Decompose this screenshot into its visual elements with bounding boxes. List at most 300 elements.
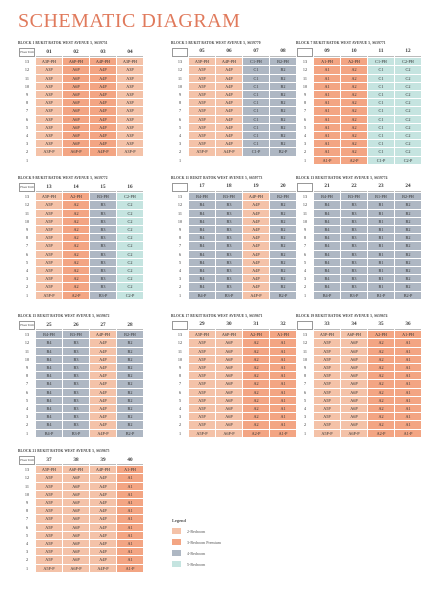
floor-row [297,283,421,290]
floor-row [297,234,421,241]
unit-cell: A2 [63,218,89,225]
unit-cell: A1 [395,356,421,363]
floor-row [297,292,421,299]
unit-cell: A2-P [243,430,269,437]
unit-cell: B2 [270,140,296,147]
unit-cell: B3 [63,380,89,387]
unit-cell [90,157,116,164]
floor-row [297,413,421,420]
legend [172,518,221,572]
unit-cell: A2 [368,356,394,363]
unit-cell: B4 [189,251,215,258]
unit-cell: B1 [368,251,394,258]
floor-row [297,251,421,258]
unit-cell: A4P [90,356,116,363]
unit-cell: B4 [36,372,62,379]
unit-number: 06 [216,48,242,57]
floor-row [19,132,143,139]
floor-row [172,91,296,98]
floor-number: 9 [19,499,35,506]
unit-cell: B2 [270,210,296,217]
floor-row [19,148,143,155]
unit-cell: A1 [395,405,421,412]
unit-cell: B2 [270,275,296,282]
unit-cell: B3 [341,201,367,208]
unit-table [296,320,422,438]
unit-cell: A5P-P [36,565,62,572]
unit-cell: A1-PH [395,331,421,338]
unit-cell: B3 [341,242,367,249]
unit-cell: B2-PH [270,58,296,65]
unit-cell: A1 [270,339,296,346]
legend-item [172,528,221,534]
unit-cell: B3 [90,259,116,266]
unit-cell: A2 [341,107,367,114]
block-5 [171,41,297,165]
unit-cell: A1 [395,413,421,420]
unit-number: 07 [243,48,269,57]
unit-table [171,320,297,438]
legend-item [172,539,221,545]
unit-cell: B2 [270,234,296,241]
unit-cell: C1 [243,140,269,147]
unit-cell: A3P-PH [117,58,143,65]
floor-row [172,157,296,164]
floor-number: 6 [19,116,35,123]
unit-cell: B3 [341,226,367,233]
unit-cell: A3P [117,75,143,82]
unit-cell: A5P [314,348,340,355]
unit-cell: A5P [36,483,62,490]
unit-cell: B3-PH [90,193,116,200]
unit-cell: A6P [63,474,89,481]
legend-swatch [172,528,181,534]
unit-cell: B2 [117,339,143,346]
unit-cell: B1 [368,218,394,225]
floor-unit-header [297,48,313,57]
floor-number: 9 [172,364,188,371]
unit-header-row [297,321,421,330]
unit-cell: A4P [216,91,242,98]
unit-cell: B3 [341,218,367,225]
unit-cell: B3 [341,259,367,266]
floor-number: 11 [172,348,188,355]
unit-cell: A4P [90,491,116,498]
floor-number: 6 [172,251,188,258]
block-title: BLOCK 21 BUKIT BATOK WEST AVENUE 5, S659675 [18,449,110,453]
unit-cell: A5P [189,356,215,363]
unit-cell: A4P [216,107,242,114]
unit-cell: A1 [314,124,340,131]
unit-cell [243,157,269,164]
floor-number: 7 [297,380,313,387]
unit-cell: B4 [314,210,340,217]
unit-cell: A3P [36,140,62,147]
unit-cell: B3 [90,234,116,241]
floor-number: 11 [19,75,35,82]
unit-cell: A3P [36,107,62,114]
unit-cell: A3P [36,116,62,123]
unit-cell: B2 [270,226,296,233]
unit-cell: A6P-P [63,565,89,572]
unit-cell: A5P [189,421,215,428]
unit-cell: B2 [117,380,143,387]
floor-row [19,157,143,164]
unit-cell: B4-P [314,292,340,299]
floor-row [19,421,143,428]
unit-cell: A2 [341,83,367,90]
unit-table [171,47,297,165]
unit-cell: A5P [314,372,340,379]
floor-number: 10 [172,83,188,90]
unit-cell: A4P [90,372,116,379]
unit-cell: A5P [314,380,340,387]
unit-cell: A1 [395,339,421,346]
unit-cell: A4P [90,524,116,531]
block-title: BLOCK 13 BUKIT BATOK WEST AVENUE 5, S659774 [296,176,388,180]
unit-cell: A2 [368,380,394,387]
unit-cell: A6P-P [63,148,89,155]
unit-cell [117,157,143,164]
unit-cell: A1 [270,421,296,428]
floor-number: 1 [297,292,313,299]
unit-cell: B2 [270,116,296,123]
floor-unit-header [172,183,188,192]
floor-unit-header: Floor Unit [19,321,35,330]
unit-cell: C1 [368,124,394,131]
floor-row [19,218,143,225]
unit-cell: A4P [90,99,116,106]
unit-cell: B2 [270,124,296,131]
unit-cell: A1 [270,405,296,412]
unit-cell: A2 [341,140,367,147]
unit-cell: A1 [117,548,143,555]
unit-cell: A2-PH [63,193,89,200]
floor-row [19,430,143,437]
floor-row [19,397,143,404]
unit-cell: A1 [270,348,296,355]
floor-number: 10 [297,83,313,90]
unit-cell: A4P-P [216,148,242,155]
unit-cell: A5P [189,83,215,90]
unit-cell: B2-P [395,292,421,299]
floor-number: 10 [172,356,188,363]
unit-cell [36,157,62,164]
unit-cell: C1-P [243,148,269,155]
unit-cell: A6P [63,540,89,547]
unit-cell: A4P [243,283,269,290]
unit-cell: A2 [63,234,89,241]
floor-row [19,491,143,498]
unit-cell: A5P [314,389,340,396]
unit-cell: B4 [189,283,215,290]
floor-number: 9 [19,364,35,371]
unit-cell: A1-PH [270,331,296,338]
floor-row [297,91,421,98]
unit-cell: A4P [90,548,116,555]
floor-row [19,116,143,123]
floor-number: 6 [172,116,188,123]
unit-cell: A6P [341,380,367,387]
unit-cell: B2 [117,356,143,363]
unit-cell: B4 [189,226,215,233]
unit-number: 34 [341,321,367,330]
unit-cell: A1 [314,148,340,155]
floor-row [297,405,421,412]
floor-number: 1 [172,430,188,437]
unit-cell: A6P [341,421,367,428]
unit-cell: A5P [189,389,215,396]
floor-row [19,556,143,563]
unit-cell: A2 [63,210,89,217]
floor-unit-header: Floor Unit [19,48,35,57]
unit-cell: C2-P [395,157,421,164]
floor-number: 2 [19,556,35,563]
unit-number: 13 [36,183,62,192]
floor-number: 12 [172,201,188,208]
floor-number: 8 [297,372,313,379]
unit-cell: A5P [314,405,340,412]
unit-cell: A2 [341,124,367,131]
unit-cell: A4P-PH [90,331,116,338]
unit-cell: C1-P [368,157,394,164]
unit-cell: A4P-P [90,565,116,572]
unit-cell: A4P [90,91,116,98]
unit-cell: B3 [90,251,116,258]
unit-cell: A3P [117,116,143,123]
unit-cell: A1 [314,99,340,106]
floor-row [172,116,296,123]
unit-cell: B4 [189,242,215,249]
floor-number: 12 [19,66,35,73]
unit-cell: B3 [341,275,367,282]
unit-cell: C2-PH [117,193,143,200]
unit-cell: C2-P [117,292,143,299]
unit-cell: A6P [216,339,242,346]
unit-cell: A2 [243,397,269,404]
floor-number: 1 [19,565,35,572]
unit-cell: A3P-PH [36,58,62,65]
floor-row [19,140,143,147]
floor-number: 4 [172,267,188,274]
floor-row [19,251,143,258]
floor-row [297,348,421,355]
unit-cell: A5P [314,421,340,428]
unit-cell: A3P [36,132,62,139]
unit-cell: C1 [368,66,394,73]
unit-cell: B1 [368,242,394,249]
unit-cell: A5P [189,339,215,346]
floor-number: 9 [172,91,188,98]
unit-cell: A1 [270,372,296,379]
unit-cell: B3 [90,283,116,290]
unit-cell: A4P [90,339,116,346]
unit-cell: A5P [314,339,340,346]
unit-cell: B2 [270,242,296,249]
unit-cell: A4P [216,83,242,90]
unit-cell: C1 [243,66,269,73]
unit-cell: A1 [270,380,296,387]
unit-cell: B2 [270,259,296,266]
unit-number: 03 [90,48,116,57]
floor-row [297,242,421,249]
unit-cell: A1 [395,421,421,428]
unit-cell [270,157,296,164]
unit-cell: A4P [216,116,242,123]
unit-cell: A6P-P [341,430,367,437]
floor-number: 5 [19,397,35,404]
unit-cell: B2 [270,75,296,82]
floor-row [19,364,143,371]
unit-cell: B1 [368,259,394,266]
unit-cell: A6P-PH [63,466,89,473]
unit-cell: B3 [63,413,89,420]
floor-number: 2 [19,421,35,428]
unit-cell: A2 [368,339,394,346]
floor-row [172,430,296,437]
floor-row [297,331,421,338]
unit-cell: A6P [63,524,89,531]
unit-cell: B3 [341,283,367,290]
unit-cell: B3 [90,201,116,208]
unit-cell: B3 [63,364,89,371]
floor-number: 3 [19,275,35,282]
floor-number: 6 [297,389,313,396]
floor-number: 8 [297,234,313,241]
unit-cell: A5P [189,380,215,387]
unit-cell: A6P [63,116,89,123]
floor-number: 5 [19,259,35,266]
floor-row [297,201,421,208]
unit-cell: A4P [216,75,242,82]
unit-cell: A6P-P [216,430,242,437]
unit-cell: A6P [216,348,242,355]
unit-number: 31 [243,321,269,330]
unit-header-row [297,48,421,57]
floor-row [297,107,421,114]
unit-header-row [172,321,296,330]
unit-cell: A4P [90,540,116,547]
unit-cell: C2 [395,107,421,114]
unit-cell: B2 [270,91,296,98]
unit-number: 04 [117,48,143,57]
unit-cell: A6P [216,356,242,363]
unit-cell: A6P [216,372,242,379]
unit-cell: A5P [189,124,215,131]
unit-cell: A4P-P [90,148,116,155]
unit-cell: A5P [189,348,215,355]
unit-cell: A5P-PH [189,58,215,65]
unit-cell: A4P [243,259,269,266]
unit-cell: C1 [243,132,269,139]
floor-row [172,193,296,200]
unit-cell: A2 [63,283,89,290]
unit-cell: A3P [117,91,143,98]
unit-cell: B2 [270,132,296,139]
unit-table [18,455,144,573]
unit-cell: C1 [368,91,394,98]
unit-table [296,47,422,165]
unit-cell: A1 [117,507,143,514]
unit-cell: A4P [90,380,116,387]
unit-cell: B3 [216,275,242,282]
unit-cell: A2 [63,226,89,233]
floor-number: 11 [172,210,188,217]
floor-row [172,372,296,379]
unit-cell: A5P [36,251,62,258]
unit-cell: C1 [243,116,269,123]
unit-cell: A5P [314,413,340,420]
unit-cell: B3 [90,275,116,282]
floor-number: 8 [19,99,35,106]
floor-row [297,66,421,73]
unit-cell: A6P [63,556,89,563]
unit-number: 11 [368,48,394,57]
unit-number: 25 [36,321,62,330]
unit-cell: B4 [314,267,340,274]
unit-cell: B4 [314,259,340,266]
floor-number: 6 [19,524,35,531]
floor-number: 13 [297,331,313,338]
unit-cell: B3 [63,389,89,396]
unit-number: 16 [117,183,143,192]
unit-cell: A5P [36,201,62,208]
floor-row [297,421,421,428]
unit-cell: A6P [216,405,242,412]
floor-number: 7 [19,107,35,114]
floor-number: 3 [297,413,313,420]
unit-cell: C1 [243,91,269,98]
floor-row [172,413,296,420]
unit-cell: B3 [216,210,242,217]
unit-cell: B4 [314,218,340,225]
unit-number: 38 [63,456,89,465]
unit-cell: A6P [341,413,367,420]
floor-row [297,259,421,266]
floor-number: 5 [19,532,35,539]
floor-row [172,234,296,241]
floor-row [297,148,421,155]
unit-cell: A5P [36,210,62,217]
unit-number: 17 [189,183,215,192]
floor-number: 10 [172,218,188,225]
unit-cell: B4 [36,356,62,363]
unit-cell: A6P [341,397,367,404]
unit-cell: A1 [314,75,340,82]
unit-cell: A1-P [395,430,421,437]
unit-cell: C1-PH [368,58,394,65]
unit-cell: A3P [117,66,143,73]
unit-cell: A3P [117,99,143,106]
unit-cell: B3 [63,339,89,346]
unit-cell: A4P [243,234,269,241]
unit-cell: A5P [189,372,215,379]
unit-header-row [172,48,296,57]
floor-number: 3 [297,140,313,147]
unit-cell: A1 [270,389,296,396]
floor-row [172,58,296,65]
unit-cell: A5P [36,242,62,249]
unit-cell: A4P [216,132,242,139]
floor-row [19,66,143,73]
floor-number: 4 [297,405,313,412]
unit-cell: A5P [189,107,215,114]
floor-number: 11 [19,483,35,490]
unit-cell: B4 [189,259,215,266]
unit-cell: A5P [36,532,62,539]
unit-cell: A1-PH [117,466,143,473]
floor-number: 6 [19,389,35,396]
